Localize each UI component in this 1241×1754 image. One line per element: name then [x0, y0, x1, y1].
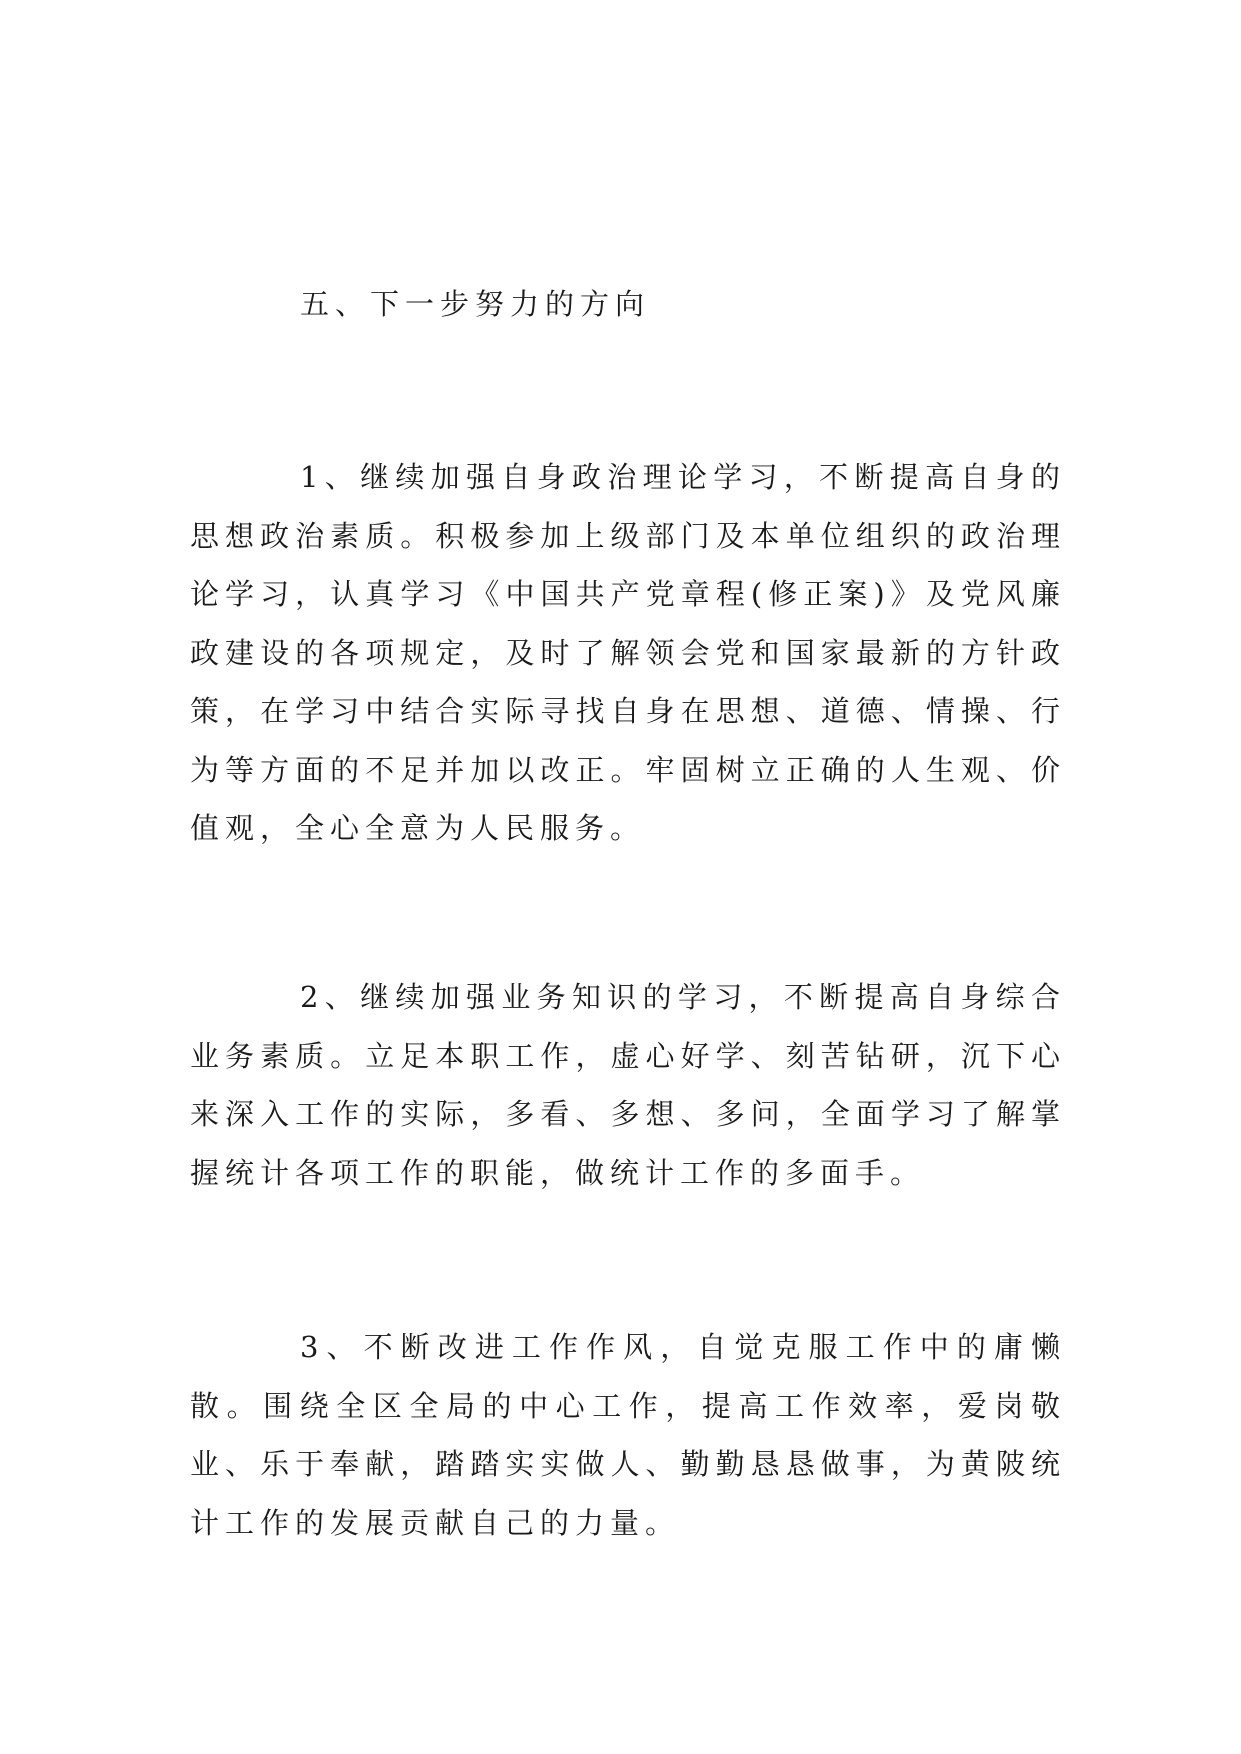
paragraph-3: 3、不断改进工作作风，自觉克服工作中的庸懒散。围绕全区全局的中心工作，提高工作效率，爱岗敬业、乐于奉献，踏踏实实做人、勤勤恳恳做事，为黄陂统计工作的发展贡献自己的力量。	[190, 1330, 1066, 1540]
section-heading: 五、下一步努力的方向	[300, 287, 651, 321]
paragraph-1: 1、继续加强自身政治理论学习，不断提高自身的思想政治素质。积极参加上级部门及本单位组织的政治理论学习，认真学习《中国共产党章程(修正案)》及党风廉政建设的各项规定，及时了解领会党和国家最新的方针政策，在学习中结合实际寻找自身在思想、道德、情操、行为等方面的不足并加以改正。牢固树立正确的人生观、价值观，全心全意为人民服务。	[190, 460, 1066, 845]
paragraph-2: 2、继续加强业务知识的学习，不断提高自身综合业务素质。立足本职工作，虚心好学、刻苦钻研，沉下心来深入工作的实际，多看、多想、多问，全面学习了解掌握统计各项工作的职能，做统计工作的多面手。	[190, 980, 1066, 1190]
